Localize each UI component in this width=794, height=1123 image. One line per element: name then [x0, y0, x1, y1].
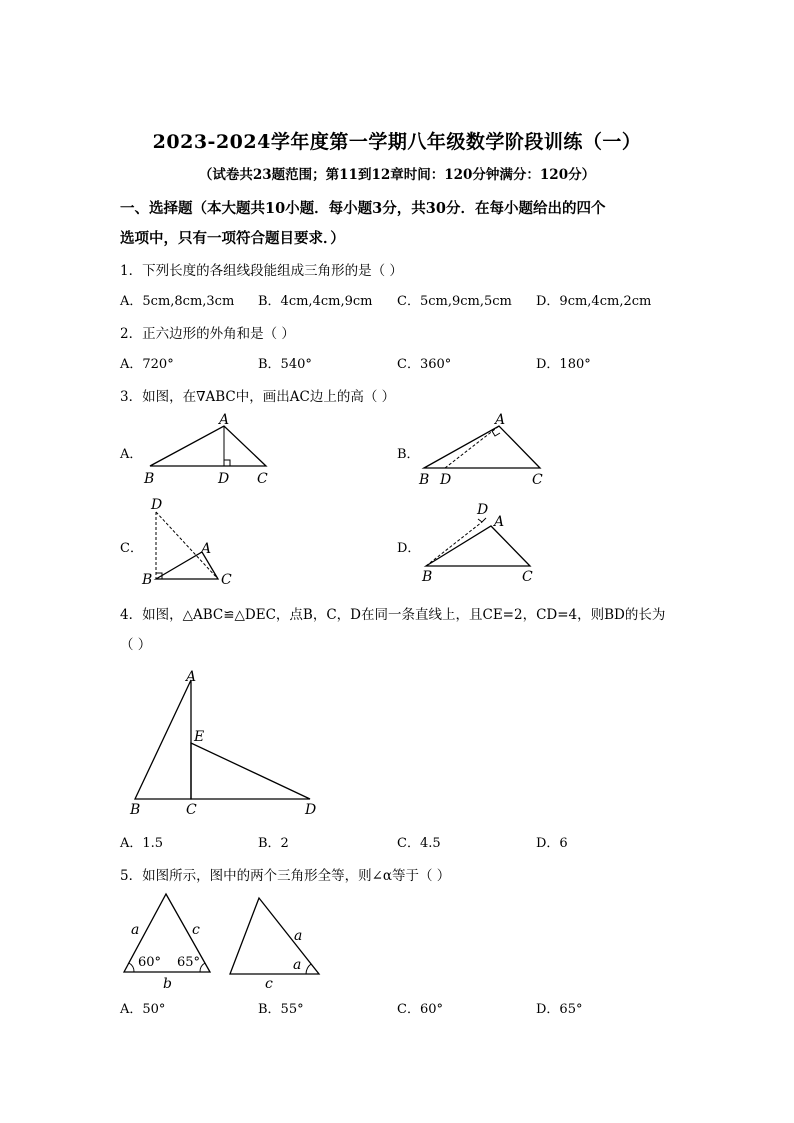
q3c-label-c: C — [221, 572, 232, 588]
page-title: 2023-2024学年度第一学期八年级数学阶段训练（一） — [152, 131, 642, 153]
q3-figure-b — [416, 408, 556, 488]
q3a-right-angle-mark — [224, 460, 230, 466]
q4-label-e: E — [194, 729, 205, 745]
section-heading-line2: 选项中，只有一项符合题目要求．） — [120, 230, 345, 247]
q4-label-c: C — [186, 802, 197, 818]
q4-stem-line2: （ ） — [120, 637, 152, 653]
q3-figure-d — [416, 498, 546, 586]
q3-option-d[interactable]: D． — [397, 541, 421, 556]
q3c-label-d: D — [151, 497, 163, 513]
q1-option-b[interactable]: B．4cm,4cm,9cm — [258, 294, 373, 309]
q3-option-b[interactable]: B． — [397, 447, 420, 462]
q3b-label-c: C — [532, 472, 543, 488]
q4-stem-line1: 4．如图，△ABC≌△DEC，点B，C，D在同一条直线上，且CE=2，CD=4，则BD的长为 — [120, 607, 666, 623]
page-subtitle: （试卷共23题范围；第11到12章时间：120分钟满分：120分） — [198, 167, 596, 183]
q3-figure-c — [140, 494, 250, 589]
q1-stem: 1．下列长度的各组线段能组成三角形的是（ ） — [120, 263, 403, 279]
q5-option-c[interactable]: C．60° — [397, 1002, 443, 1017]
q3d-label-d: D — [477, 502, 489, 518]
q2-option-c[interactable]: C．360° — [397, 357, 452, 372]
q3d-triangle — [426, 526, 530, 566]
q3-figure-a — [140, 408, 280, 488]
q3b-right-angle-mark — [492, 431, 500, 436]
q1-option-a[interactable]: A．5cm,8cm,3cm — [120, 294, 235, 309]
q2-option-b[interactable]: B．540° — [258, 357, 312, 372]
q4-option-b[interactable]: B．2 — [258, 836, 289, 851]
q4-triangle-dec — [191, 743, 310, 799]
q4-label-a: A — [186, 669, 197, 685]
q3d-dashed-height — [426, 522, 482, 566]
q3a-label-b: B — [144, 471, 155, 487]
q2-option-a[interactable]: A．720° — [120, 357, 174, 372]
q4-label-b: B — [130, 802, 141, 818]
q1-option-c[interactable]: C．5cm,9cm,5cm — [397, 294, 512, 309]
q3d-label-b: B — [422, 569, 433, 585]
q5-right-triangle — [230, 898, 319, 974]
q4-label-d: D — [305, 802, 317, 818]
q3-option-a[interactable]: A． — [120, 447, 143, 462]
q4-option-c[interactable]: C．4.5 — [397, 836, 441, 851]
q5-left-angle-65: 65° — [177, 955, 201, 970]
q5-figure-left — [116, 888, 218, 992]
q5-left-angle-arc-65 — [200, 963, 205, 972]
q5-right-label-a-small: a — [293, 957, 302, 973]
q3d-label-a: A — [494, 514, 505, 530]
q5-figure-right — [226, 890, 326, 992]
q5-left-label-a: a — [131, 922, 140, 938]
q5-right-label-c: c — [265, 976, 273, 992]
q5-right-angle-arc — [306, 964, 311, 974]
q2-stem: 2．正六边形的外角和是（ ） — [120, 326, 295, 342]
q1-option-d[interactable]: D．9cm,4cm,2cm — [536, 294, 652, 309]
q4-figure — [124, 666, 324, 818]
q3a-label-a: A — [219, 412, 230, 428]
q3a-label-c: C — [257, 471, 268, 487]
q4-option-a[interactable]: A．1.5 — [120, 836, 164, 851]
q3c-label-a: A — [201, 541, 212, 557]
q3d-label-c: C — [522, 569, 533, 585]
q5-stem: 5．如图所示，图中的两个三角形全等，则∠α等于（ ） — [120, 868, 451, 884]
section-heading-line1: 一、选择题（本大题共10小题．每小题3分，共30分．在每小题给出的四个 — [120, 200, 606, 217]
q5-option-d[interactable]: D．65° — [536, 1002, 583, 1017]
q5-option-b[interactable]: B．55° — [258, 1002, 304, 1017]
q3c-label-b: B — [142, 572, 153, 588]
q3-option-c[interactable]: C． — [120, 541, 143, 556]
q2-option-d[interactable]: D．180° — [536, 357, 591, 372]
q3a-triangle — [150, 426, 266, 466]
q3d-right-angle-mark — [478, 518, 486, 522]
q3b-dashed-height — [445, 426, 499, 468]
q3b-label-a: A — [495, 412, 506, 428]
q3b-triangle — [424, 426, 540, 468]
q5-left-angle-60: 60° — [138, 955, 162, 970]
q5-left-angle-arc-60 — [129, 963, 134, 972]
q4-triangle-abc — [135, 680, 191, 799]
q5-left-label-c: c — [192, 922, 200, 938]
q3-stem: 3．如图，在∇ABC中，画出AC边上的高（ ） — [120, 389, 396, 405]
q4-option-d[interactable]: D．6 — [536, 836, 568, 851]
q3a-label-d: D — [218, 471, 230, 487]
q5-right-label-a: a — [294, 928, 303, 944]
q3b-label-b: B — [419, 472, 430, 488]
q5-left-label-b: b — [163, 976, 172, 992]
q5-option-a[interactable]: A．50° — [120, 1002, 166, 1017]
q3b-label-d: D — [440, 472, 452, 488]
